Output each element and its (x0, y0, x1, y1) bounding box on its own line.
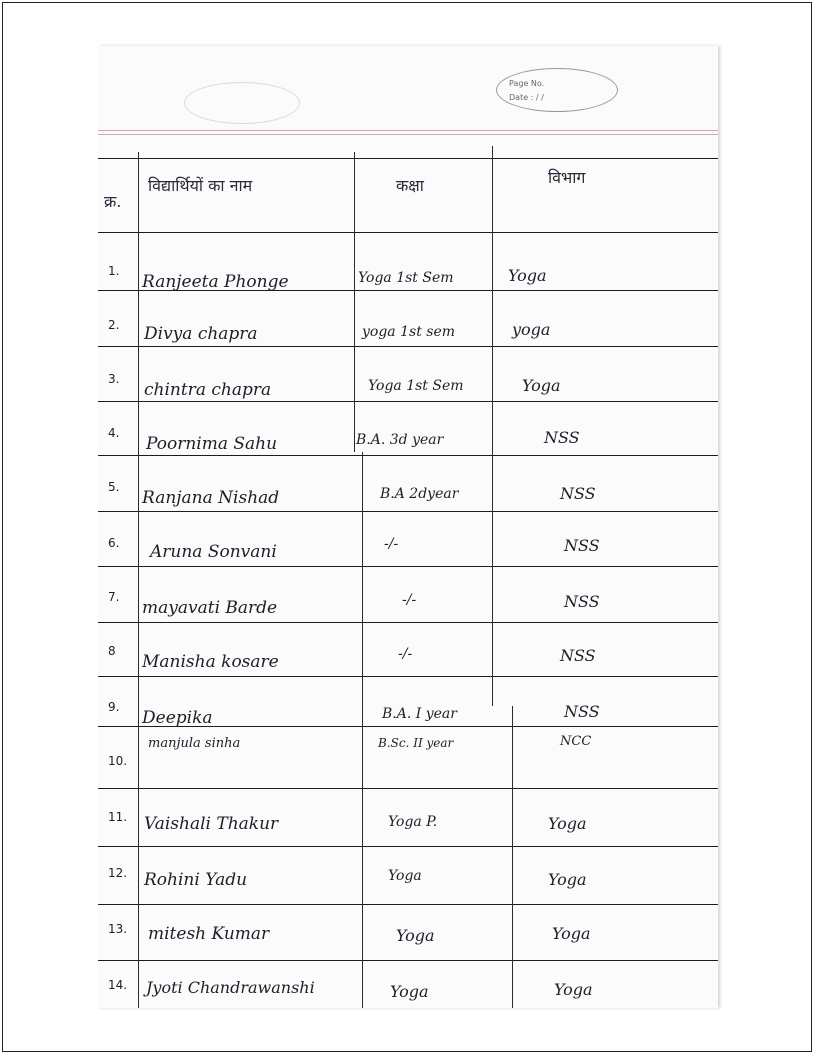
row-1-dept: Yoga (508, 266, 547, 285)
row-11-class: Yoga P. (388, 814, 438, 830)
row-11-dept: Yoga (548, 814, 587, 833)
row-12-dept: Yoga (548, 870, 587, 889)
name-header: विद्यार्थियों का नाम (148, 176, 253, 195)
row-2-name: Divya chapra (144, 324, 258, 344)
row-11-name: Vaishali Thakur (144, 814, 279, 834)
page-no-label: Page No. (509, 79, 545, 88)
row-14-class: Yoga (390, 982, 429, 1001)
row-6-name: Aruna Sonvani (150, 542, 277, 562)
row-8-class: -/- (398, 646, 413, 662)
column-line (138, 152, 139, 1008)
row-3-name: chintra chapra (144, 380, 272, 400)
row-9-sr: 9. (108, 700, 120, 714)
row-1-sr: 1. (108, 264, 120, 278)
row-13-sr: 13. (108, 922, 128, 936)
register-page (98, 46, 718, 1008)
row-6-class: -/- (384, 536, 399, 552)
column-line (362, 452, 363, 1008)
row-3-sr: 3. (108, 372, 120, 386)
row-11-sr: 11. (108, 810, 128, 824)
row-3-class: Yoga 1st Sem (368, 378, 464, 394)
rule-line (98, 904, 718, 905)
row-5-dept: NSS (560, 484, 596, 503)
rule-line (98, 788, 718, 789)
row-2-class: yoga 1st sem (362, 324, 456, 340)
row-7-name: mayavati Barde (142, 598, 278, 618)
sr-header: क्र. (104, 192, 122, 211)
row-3-dept: Yoga (522, 376, 561, 395)
row-12-name: Rohini Yadu (144, 870, 248, 890)
column-line (492, 146, 493, 706)
row-4-sr: 4. (108, 426, 120, 440)
column-line (354, 152, 355, 452)
row-6-dept: NSS (564, 536, 600, 555)
page-date-stamp (496, 68, 618, 112)
row-9-name: Deepika (142, 708, 213, 728)
row-10-dept: NCC (560, 734, 592, 749)
class-header: कक्षा (396, 176, 424, 195)
rule-line (98, 401, 718, 402)
row-10-class: B.Sc. II year (378, 736, 454, 750)
row-7-sr: 7. (108, 590, 120, 604)
row-7-dept: NSS (564, 592, 600, 611)
rule-line (98, 511, 718, 512)
row-4-dept: NSS (544, 428, 580, 447)
row-8-sr: 8 (108, 644, 116, 658)
top-margin-line (98, 130, 718, 131)
row-5-sr: 5. (108, 480, 120, 494)
faded-stamp (184, 82, 300, 124)
rule-line (98, 960, 718, 961)
row-14-dept: Yoga (554, 980, 593, 999)
row-10-sr: 10. (108, 754, 128, 768)
row-1-name: Ranjeeta Phonge (142, 272, 289, 292)
row-1-class: Yoga 1st Sem (358, 270, 454, 286)
row-12-sr: 12. (108, 866, 128, 880)
row-4-name: Poornima Sahu (146, 434, 278, 454)
row-7-class: -/- (402, 592, 417, 608)
row-6-sr: 6. (108, 536, 120, 550)
row-13-dept: Yoga (552, 924, 591, 943)
row-9-class: B.A. I year (382, 706, 457, 722)
row-14-name: Jyoti Chandrawanshi (146, 978, 315, 997)
row-5-class: B.A 2dyear (380, 486, 459, 502)
rule-line (98, 158, 718, 159)
row-13-class: Yoga (396, 926, 435, 945)
row-2-sr: 2. (108, 318, 120, 332)
rule-line (98, 676, 718, 677)
row-10-name: manjula sinha (148, 736, 241, 751)
date-label: Date : / / (509, 93, 544, 102)
row-9-dept: NSS (564, 702, 600, 721)
row-13-name: mitesh Kumar (148, 924, 270, 944)
top-margin-line-2 (98, 134, 718, 135)
row-4-class: B.A. 3d year (356, 432, 444, 448)
rule-line (98, 346, 718, 347)
rule-line (98, 455, 718, 456)
row-5-name: Ranjana Nishad (142, 488, 280, 508)
row-8-dept: NSS (560, 646, 596, 665)
rule-line (98, 846, 718, 847)
dept-header: विभाग (548, 168, 586, 187)
rule-line (98, 566, 718, 567)
row-14-sr: 14. (108, 978, 128, 992)
rule-line (98, 622, 718, 623)
row-8-name: Manisha kosare (142, 652, 279, 672)
row-2-dept: yoga (512, 320, 551, 339)
row-12-class: Yoga (388, 868, 422, 884)
rule-line (98, 232, 718, 233)
column-line (512, 706, 513, 1008)
